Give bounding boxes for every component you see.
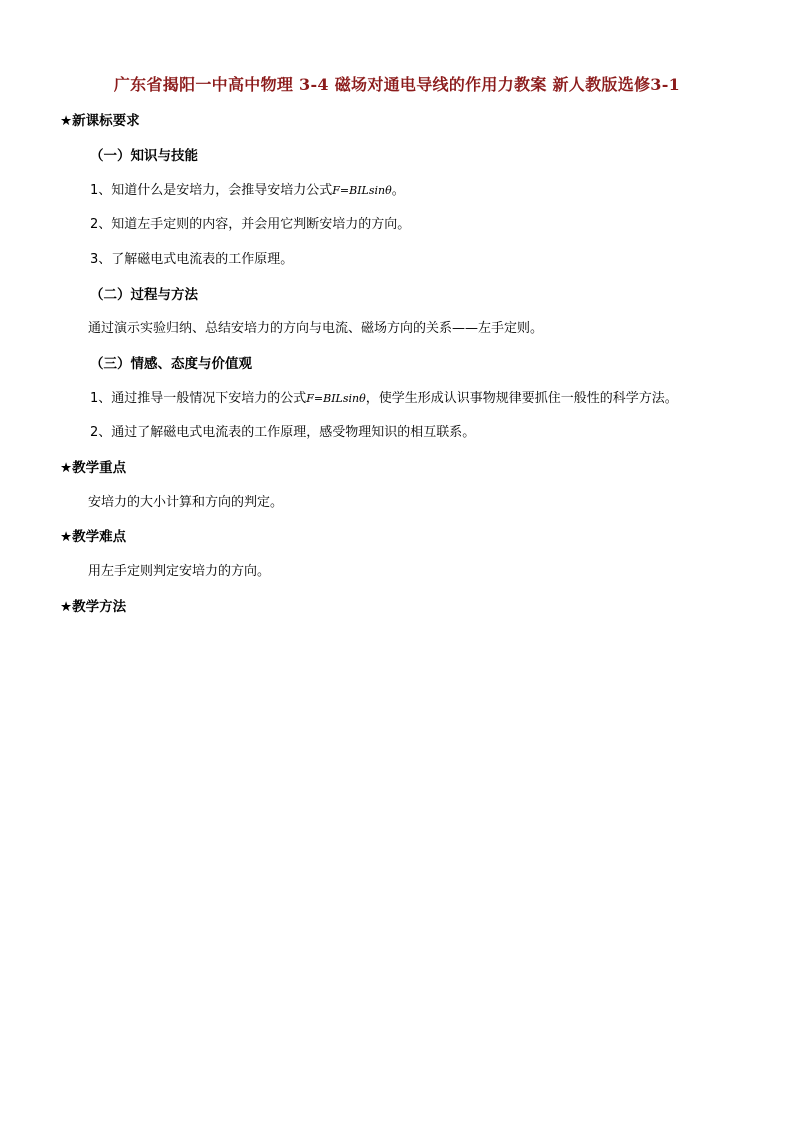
difficulty-heading: ★教学难点	[60, 529, 127, 545]
ampere-force-formula-2: F=BILsinθ	[306, 392, 366, 405]
knowledge-item-1	[90, 182, 405, 200]
knowledge-item-2: 2、知道左手定则的内容，并会用它判断安培力的方向。	[90, 217, 411, 232]
method-heading: ★教学方法	[60, 599, 127, 615]
document-title: 广东省揭阳一中高中物理 3-4 磁场对通电导线的作用力教案 新人教版选修3-1	[113, 75, 681, 94]
difficulty-text: 用左手定则判定安培力的方向。	[88, 564, 271, 579]
knowledge-skills-heading: （一）知识与技能	[90, 148, 198, 164]
knowledge-item-1-text: 1、知道什么是安培力，会推导安培力公式	[90, 183, 333, 198]
key-point-text: 安培力的大小计算和方向的判定。	[88, 495, 284, 510]
emotion-item-1-suffix: ，使学生形成认识事物规律要抓住一般性的科学方法。	[365, 391, 678, 406]
process-method-heading: （二）过程与方法	[90, 287, 198, 303]
section-requirements-heading: ★新课标要求	[60, 113, 140, 129]
emotion-item-1	[90, 390, 678, 408]
emotion-item-1-text: 1、通过推导一般情况下安培力的公式	[90, 391, 307, 406]
emotion-item-2: 2、通过了解磁电式电流表的工作原理，感受物理知识的相互联系。	[90, 425, 476, 440]
emotion-values-heading: （三）情感、态度与价值观	[90, 356, 252, 372]
ampere-force-formula: F=BILsinθ	[332, 184, 392, 197]
knowledge-item-3: 3、了解磁电式电流表的工作原理。	[90, 252, 294, 267]
key-point-heading: ★教学重点	[60, 460, 127, 476]
knowledge-item-1-suffix: 。	[391, 183, 405, 198]
process-method-text: 通过演示实验归纳、总结安培力的方向与电流、磁场方向的关系——左手定则。	[88, 321, 544, 336]
